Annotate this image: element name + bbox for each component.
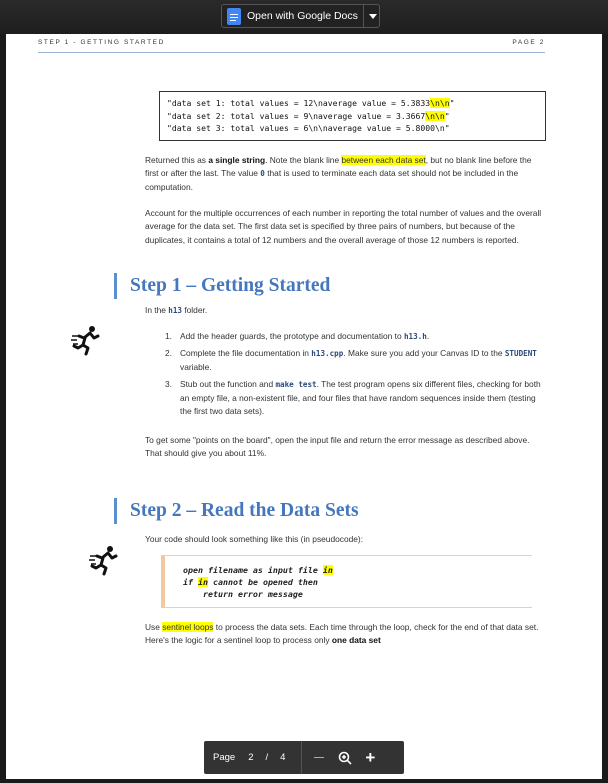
zoom-in-button[interactable]: + (365, 748, 376, 767)
list-item: 3. Stub out the function and make test. The test program opens six different files, checking for both an empty file, a non-existent file, and four files that have random sequences inside them (testing the first two data sets). (165, 379, 541, 417)
step1-list (165, 330, 547, 422)
document-page (6, 34, 602, 779)
list-item: 1. Add the header guards, the prototype and documentation to h13.h. (165, 331, 430, 341)
open-with-google-docs-button[interactable] (221, 4, 380, 28)
code-line-1: "data set 1: total values = 12\naverage value = 5.3833\n\n" (167, 98, 455, 108)
step1-intro: In the h13 folder. (145, 305, 208, 315)
running-person-icon (70, 324, 102, 356)
running-person-icon (88, 544, 120, 576)
total-pages: 4 (280, 752, 286, 763)
pseudocode-block (161, 555, 532, 608)
step1-outro: To get some "points on the board", open the input file and return the error message as described above. That should give you about 11%. (145, 435, 530, 459)
paragraph-multiple-occurrences: Account for the multiple occurrences of each number in reporting the total number of values and the overall average for the data set. The first data set is specified by three pairs of numbers, but because of the duplicates, it contains a total of 12 numbers and the overall average of those 12 numbers is reported. (145, 208, 542, 245)
pseudo-line-2: if in cannot be opened then (183, 577, 318, 588)
open-with-label: Open with Google Docs (247, 10, 358, 22)
paragraph-single-string: Returned this as a single string. Note the blank line between each data set, but no blank line before the first or after the last. The value 0 that is used to terminate each data set should not be included in the computation. (145, 155, 532, 192)
current-page-input[interactable]: 2 (248, 752, 254, 763)
pseudo-line-1: open filename as input file in (183, 565, 333, 575)
page-label: Page (213, 752, 236, 763)
zoom-out-button[interactable] (314, 757, 324, 759)
pseudo-line-3: return error message (183, 589, 303, 600)
step2-outro: Use sentinel loops to process the data sets. Each time through the loop, check for the end of that data set. Here's the logic for a sentinel loop to process only one data set (145, 622, 539, 646)
running-header-page: PAGE 2 (512, 39, 545, 46)
running-header (38, 39, 545, 53)
step1-heading: Step 1 – Getting Started (114, 273, 330, 299)
list-item: 2. Complete the file documentation in h13.cpp. Make sure you add your Canvas ID to the STUDENT variable. (165, 348, 537, 372)
code-line-2: "data set 2: total values = 9\naverage value = 3.3667\n\n" (167, 110, 450, 121)
viewer-top-bar (0, 0, 608, 34)
page-separator: / (265, 752, 269, 763)
zoom-in-icon[interactable] (338, 751, 352, 765)
code-line-3: "data set 3: total values = 6\n\naverage value = 5.8000\n" (167, 123, 450, 133)
google-docs-icon (227, 8, 241, 25)
step2-intro: Your code should look something like this (in pseudocode): (145, 534, 364, 544)
page-navigation-bar (204, 741, 404, 774)
running-header-left: STEP 1 - GETTING STARTED (38, 39, 165, 46)
expected-output-code-box (159, 91, 546, 141)
caret-down-icon[interactable] (369, 14, 377, 19)
step2-heading: Step 2 – Read the Data Sets (114, 498, 359, 524)
